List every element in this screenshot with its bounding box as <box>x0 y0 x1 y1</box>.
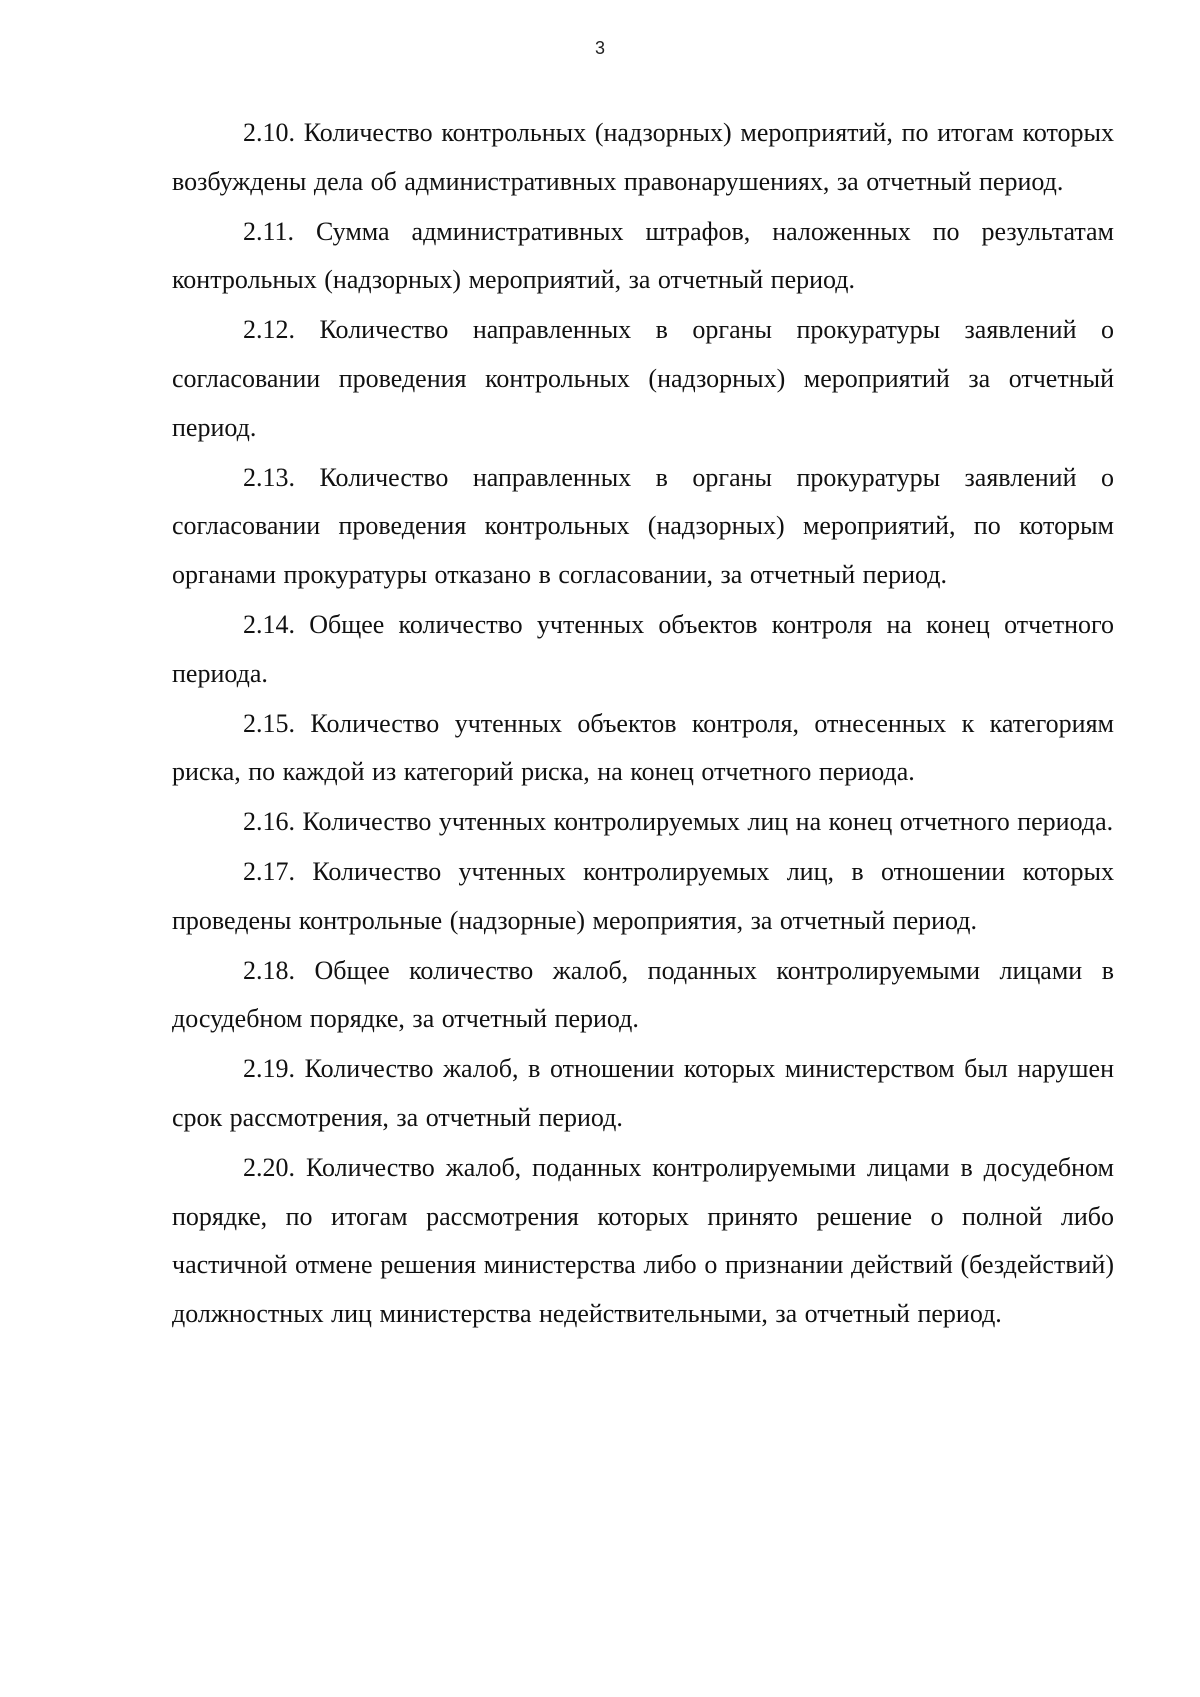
paragraph-2-14: 2.14. Общее количество учтенных объектов контроля на конец отчетного периода. <box>172 609 1114 688</box>
paragraph-2-10: 2.10. Количество контрольных (надзорных) мероприятий, по итогам которых возбуждены дела об административных правонарушениях, за отчетный период. <box>172 118 1114 196</box>
paragraph-2-13: 2.13. Количество направленных в органы прокуратуры заявлений о согласовании проведения контрольных (надзорных) мероприятий, по которым органами прокуратуры отказано в согласовании, за отчетный период. <box>172 462 1114 590</box>
paragraph-2-11: 2.11. Сумма административных штрафов, наложенных по результатам контрольных (надзорных) мероприятий, за отчетный период. <box>172 216 1114 295</box>
paragraph-2-16: 2.16. Количество учтенных контролируемых лиц на конец отчетного периода. <box>243 807 1114 837</box>
paragraph-2-17: 2.17. Количество учтенных контролируемых лиц, в отношении которых проведены контрольные (надзорные) мероприятия, за отчетный период. <box>172 856 1114 935</box>
page-number: 3 <box>594 38 605 58</box>
paragraph-2-19: 2.19. Количество жалоб, в отношении которых министерством был нарушен срок рассмотрения, за отчетный период. <box>172 1054 1114 1132</box>
paragraph-2-18: 2.18. Общее количество жалоб, поданных контролируемыми лицами в досудебном порядке, за отчетный период. <box>172 955 1114 1034</box>
paragraph-2-20: 2.20. Количество жалоб, поданных контролируемыми лицами в досудебном порядке, по итогам рассмотрения которых принято решение о полной либо частичной отмене решения министерства либо о признании действий (бездействий) должностных лиц министерства недействительными, за отчетный период. <box>172 1152 1114 1329</box>
document-body <box>172 109 1114 1340</box>
paragraph-2-15: 2.15. Количество учтенных объектов контроля, отнесенных к категориям риска, по каждой из категорий риска, на конец отчетного периода. <box>172 708 1114 787</box>
paragraph-2-12: 2.12. Количество направленных в органы прокуратуры заявлений о согласовании проведения контрольных (надзорных) мероприятий за отчетный период. <box>172 315 1114 442</box>
